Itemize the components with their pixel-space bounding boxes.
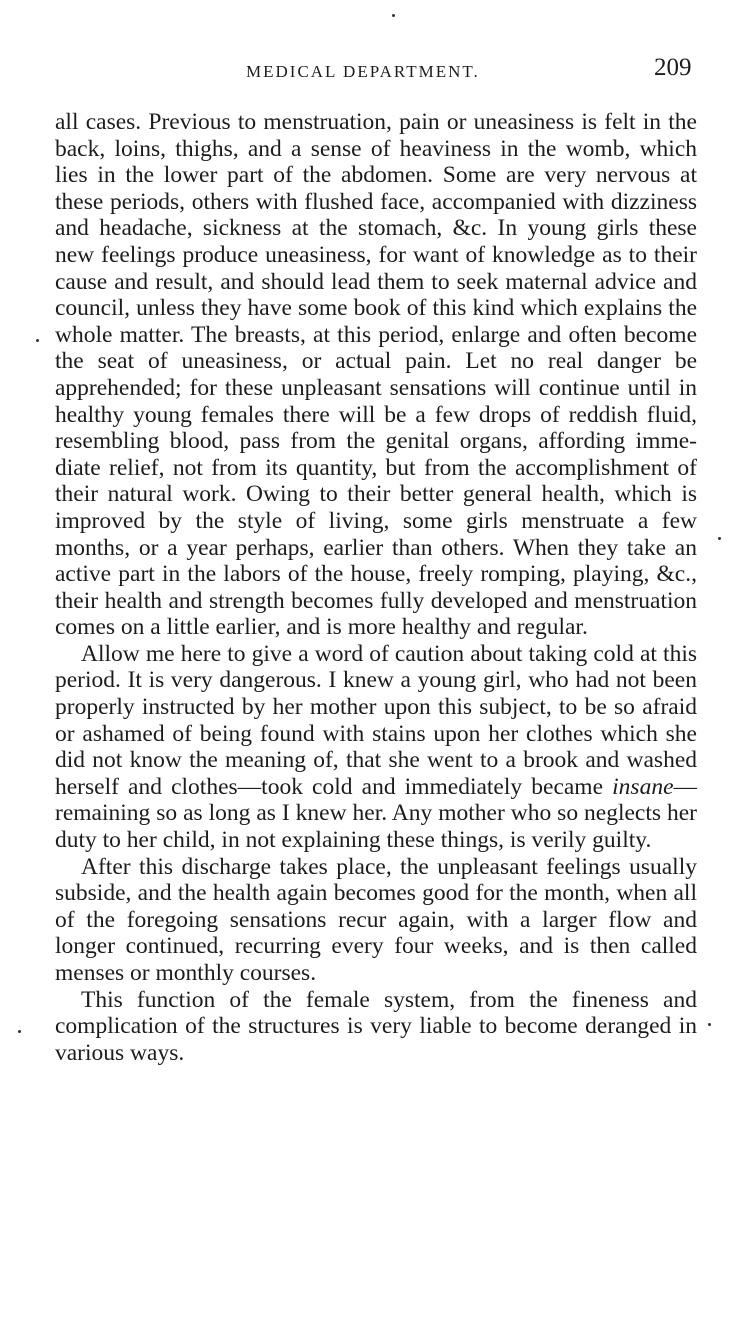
print-speck <box>36 339 39 342</box>
body-text <box>55 109 697 1066</box>
page-header <box>0 54 750 94</box>
running-head: MEDICAL DEPARTMENT. <box>246 62 480 81</box>
print-speck <box>18 1030 21 1033</box>
emphasized-word: insane <box>612 773 674 800</box>
page-number: 209 <box>654 54 692 81</box>
print-speck <box>392 14 395 17</box>
paragraph <box>55 641 697 854</box>
paragraph: This function of the female system, from the fineness and complication of the structures is very liable to become deranged in various ways. <box>55 986 697 1066</box>
print-speck <box>718 537 721 540</box>
paragraph-text: Allow me here to give a word of caution about taking cold at this period. It is very dangerous. I knew a young girl, who had not been properly instructed by her mother upon this subject, to be so afraid or ashamed of being found with stains upon her clothes which she did not know the meaning of, that she went to a brook and washed herself and clothes—took cold and immediately became <box>55 640 697 800</box>
paragraph: After this discharge takes place, the unpleasant feelings usually subside, and the health again becomes good for the month, when all of the foregoing sensations recur again, with a larger flow and longer continued, recurring every four weeks, and is then called menses or monthly courses. <box>55 853 697 986</box>
print-speck <box>708 1023 711 1026</box>
paragraph: all cases. Previous to menstruation, pain or uneasiness is felt in the back, loins, thighs, and a sense of heaviness in the womb, which lies in the lower part of the abdomen. Some are very nervous at these periods, others with flushed face, accompanied with dizziness and headache, sickness at the stomach, &c. In young girls these new feelings produce uneasiness, for want of knowledge as to their cause and result, and should lead them to seek maternal advice and council, unless they have some book of this kind which explains the whole matter. The breasts, at this period, enlarge and often become the seat of uneasiness, or actual pain. Let no real danger be apprehended; for these unpleasant sensations will continue until in healthy young females there will be a few drops of reddish fluid, resembling blood, pass from the genital organs, affording immediate relief, not from its quantity, but from the accomplishment of their natural work. Owing to their better general health, which is improved by the style of living, some girls menstruate a few months, or a year perhaps, earlier than others. When they take an active part in the labors of the house, freely romping, playing, &c., their health and strength becomes fully developed and menstruation comes on a little earlier, and is more healthy and regular. <box>55 109 697 641</box>
paragraph-text: —remaining so as long as I knew her. Any mother who so neglects her duty to her child, in not explaining these things, is verily guilty. <box>55 773 697 854</box>
